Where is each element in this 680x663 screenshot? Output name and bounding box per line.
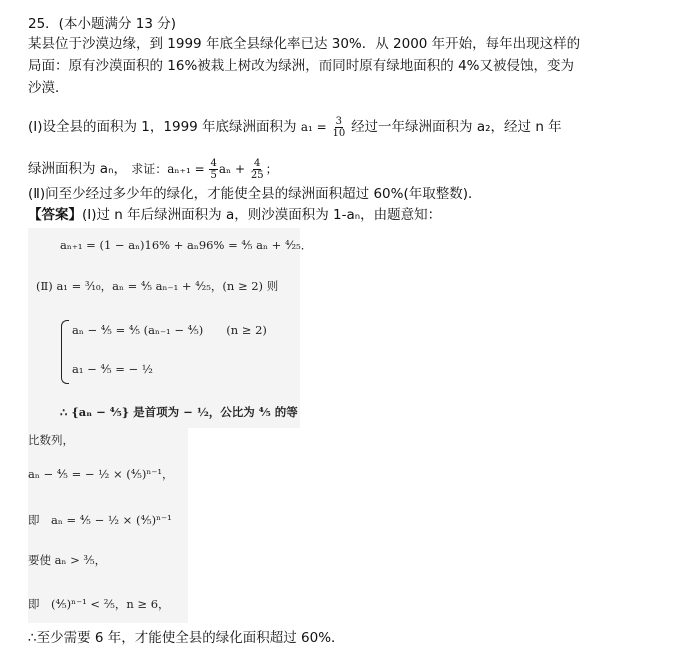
solution-step-6: 比数列， bbox=[28, 433, 74, 447]
answer-intro: (Ⅰ)过 n 年后绿洲面积为 a，则沙漠面积为 1-aₙ，由题意知： bbox=[82, 207, 442, 223]
problem-line-2: 局面：原有沙漠面积的 16%被栽上树改为绿洲，而同时原有绿地面积的 4%又被侵蚀，变为 bbox=[28, 58, 575, 74]
part1-continued bbox=[28, 158, 278, 181]
problem-line-1: 某县位于沙漠边缘，到 1999 年底全县绿化率已达 30%．从 2000 年开始，每年出现这样的 bbox=[28, 36, 581, 52]
problem-header: 25．(本小题满分 13 分) bbox=[28, 16, 176, 32]
a1-formula bbox=[300, 116, 351, 139]
answer-label: 【答案】 bbox=[28, 207, 82, 223]
prove-lhs: aₙ₊₁ = bbox=[167, 162, 209, 176]
prove-num-1: 4 bbox=[210, 158, 217, 169]
solution-step-4: a₁ − ⁴⁄₅ = − ½ bbox=[72, 362, 153, 376]
part1-text-b: 经过一年绿洲面积为 a₂，经过 n 年 bbox=[351, 119, 562, 135]
system-brace bbox=[61, 320, 69, 384]
part1-text-a: (Ⅰ)设全县的面积为 1，1999 年底绿洲面积为 bbox=[28, 119, 297, 135]
conclusion: ∴至少需要 6 年，才能使全县的绿化面积超过 60%． bbox=[28, 630, 345, 646]
prove-den-2: 25 bbox=[250, 170, 264, 181]
solution-step-2: (Ⅱ) a₁ = ³⁄₁₀，aₙ = ⁴⁄₅ aₙ₋₁ + ⁴⁄₂₅，(n ≥ 2) 则 bbox=[36, 279, 279, 293]
prove-den-1: 5 bbox=[210, 170, 217, 181]
prove-fraction-1 bbox=[209, 158, 217, 181]
solution-step-3: aₙ − ⁴⁄₅ = ⁴⁄₅ (aₙ₋₁ − ⁴⁄₅) (n ≥ 2) bbox=[72, 323, 267, 337]
answer-intro-line bbox=[28, 205, 441, 225]
solution-step-7: aₙ − ⁴⁄₅ = − ½ × (⁴⁄₅)ⁿ⁻¹， bbox=[28, 467, 174, 481]
a1-lhs: a₁ = bbox=[300, 120, 331, 134]
problem-line-3: 沙漠． bbox=[28, 80, 69, 96]
solution-step-10: 即 (⁴⁄₅)ⁿ⁻¹ < ²⁄₅，n ≥ 6， bbox=[28, 597, 170, 611]
part1-text-c: 绿洲面积为 aₙ， bbox=[28, 161, 127, 177]
prove-label: 求证： bbox=[131, 162, 168, 176]
a1-denominator: 10 bbox=[332, 128, 346, 139]
prove-formula bbox=[131, 158, 278, 181]
prove-end: ； bbox=[265, 162, 278, 176]
a1-numerator: 3 bbox=[335, 116, 343, 127]
a1-fraction bbox=[332, 116, 347, 139]
solution-step-5: ∴ {aₙ − ⁴⁄₅} 是首项为 − ½，公比为 ⁴⁄₅ 的等 bbox=[60, 405, 298, 419]
solution-step-1: aₙ₊₁ = (1 − aₙ)16% + aₙ96% = ⁴⁄₅ aₙ + ⁴⁄₂₅． bbox=[60, 238, 313, 252]
part2-statement: (Ⅱ)问至少经过多少年的绿化，才能使全县的绿洲面积超过 60%(年取整数)． bbox=[28, 186, 482, 202]
prove-mid: aₙ + bbox=[218, 162, 249, 176]
prove-num-2: 4 bbox=[254, 158, 261, 169]
solution-step-8: 即 aₙ = ⁴⁄₅ − ½ × (⁴⁄₅)ⁿ⁻¹ bbox=[28, 513, 172, 527]
part1-statement bbox=[28, 116, 562, 139]
prove-fraction-2 bbox=[250, 158, 265, 181]
solution-step-9: 要使 aₙ > ³⁄₅， bbox=[28, 553, 107, 567]
